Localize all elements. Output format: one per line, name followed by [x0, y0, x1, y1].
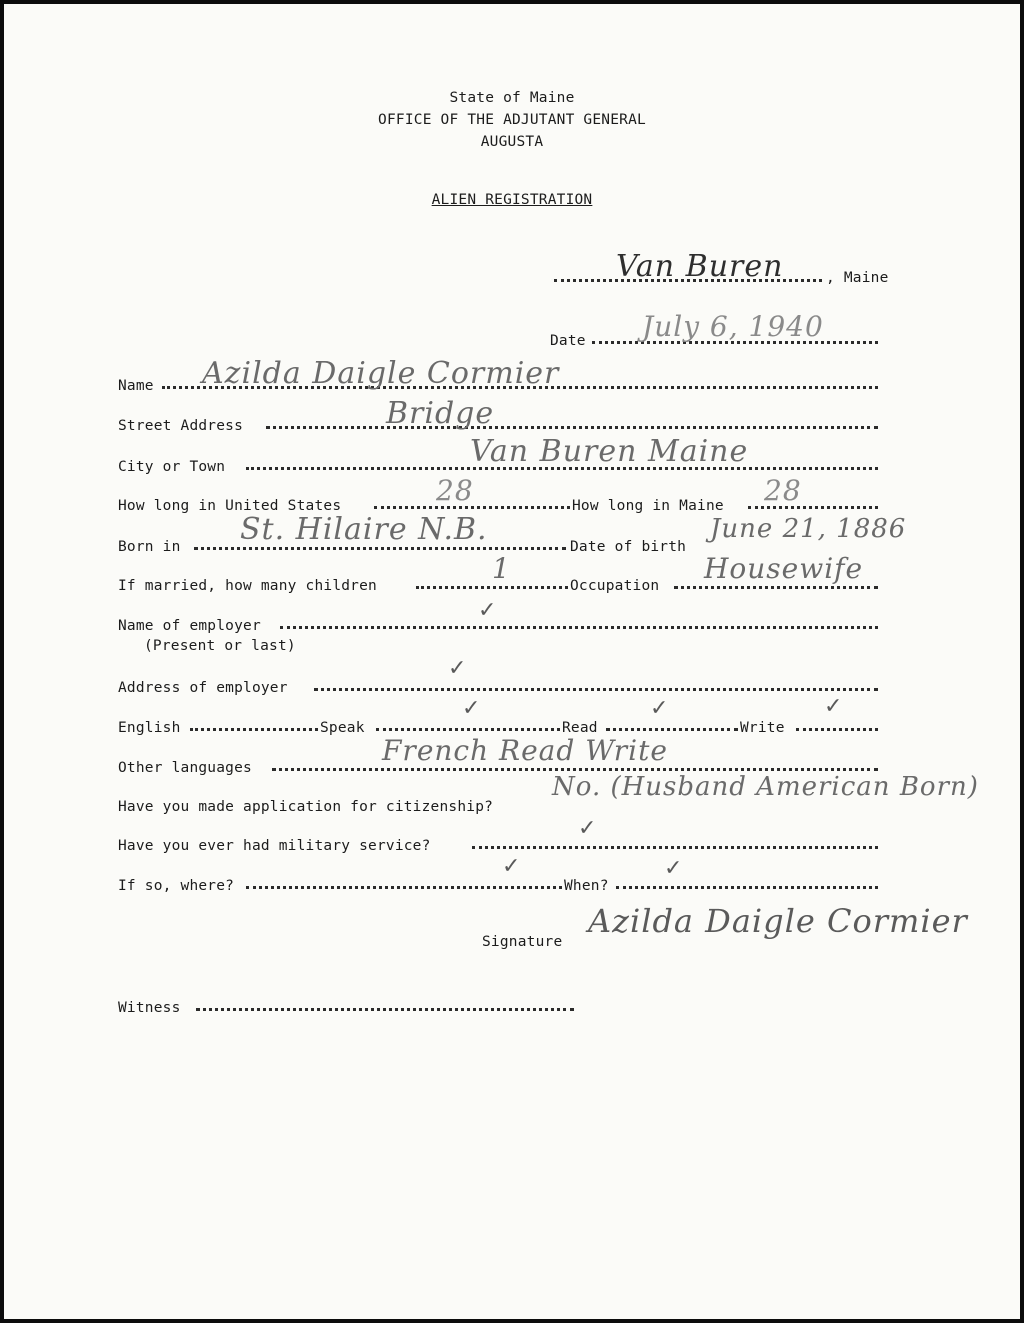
military-dots [472, 842, 878, 849]
city-heading: AUGUSTA [480, 134, 544, 150]
us-years-label: How long in United States [118, 498, 342, 514]
occupation-label: Occupation [570, 578, 660, 594]
speak-dots [376, 724, 560, 731]
employer-address-label: Address of employer [118, 680, 288, 696]
english-dots [190, 724, 318, 731]
city-value: Van Buren Maine [470, 434, 749, 469]
town-value: Van Buren [616, 249, 784, 284]
citizenship-value: No. (Husband American Born) [552, 772, 979, 802]
children-label: If married, how many children [118, 578, 377, 594]
maine-suffix: , Maine [826, 270, 889, 286]
english-label: English [118, 720, 181, 736]
maine-years-value: 28 [764, 474, 802, 507]
other-languages-value: French Read Write [382, 734, 668, 767]
state-heading: State of Maine [449, 90, 575, 106]
checkmark-icon: ✓ [462, 696, 481, 721]
write-label: Write [740, 720, 785, 736]
city-label: City or Town [118, 459, 226, 475]
name-value: Azilda Daigle Cormier [202, 356, 560, 391]
employer-address-dots [314, 684, 878, 691]
speak-label: Speak [320, 720, 365, 736]
employer-sublabel: (Present or last) [144, 638, 296, 654]
date-label: Date [550, 333, 586, 349]
form-title: ALIEN REGISTRATION [431, 192, 593, 208]
born-label: Born in [118, 539, 181, 555]
us-years-value: 28 [436, 474, 474, 507]
children-value: 1 [492, 552, 511, 585]
checkmark-icon: ✓ [664, 856, 683, 881]
read-dots [606, 724, 738, 731]
where-dots [246, 882, 562, 889]
employer-label: Name of employer [118, 618, 261, 634]
checkmark-icon: ✓ [824, 694, 843, 719]
read-label: Read [562, 720, 598, 736]
write-dots [796, 724, 878, 731]
citizenship-label: Have you made application for citizenship? [118, 799, 494, 815]
born-value: St. Hilaire N.B. [240, 512, 488, 547]
military-label: Have you ever had military service? [118, 838, 431, 854]
name-label: Name [118, 378, 154, 394]
maine-years-label: How long in Maine [572, 498, 724, 514]
checkmark-icon: ✓ [578, 816, 597, 841]
street-value: Bridge [386, 396, 495, 431]
occupation-value: Housewife [704, 552, 864, 585]
employer-dots [280, 622, 878, 629]
dob-label: Date of birth [570, 539, 687, 555]
street-dots [266, 422, 878, 429]
signature-label: Signature [482, 934, 563, 950]
witness-dots [196, 1004, 574, 1011]
other-languages-label: Other languages [118, 760, 252, 776]
street-label: Street Address [118, 418, 244, 434]
when-label: When? [564, 878, 609, 894]
checkmark-icon: ✓ [650, 696, 669, 721]
witness-label: Witness [118, 1000, 181, 1016]
checkmark-icon: ✓ [478, 598, 497, 623]
checkmark-icon: ✓ [448, 656, 467, 681]
dob-value: June 21, 1886 [710, 514, 907, 544]
office-heading: OFFICE OF THE ADJUTANT GENERAL [378, 112, 646, 128]
where-label: If so, where? [118, 878, 235, 894]
when-dots [616, 882, 878, 889]
date-value: July 6, 1940 [642, 310, 824, 343]
checkmark-icon: ✓ [502, 854, 521, 879]
registration-form [4, 4, 1020, 1319]
signature-value: Azilda Daigle Cormier [588, 902, 968, 940]
